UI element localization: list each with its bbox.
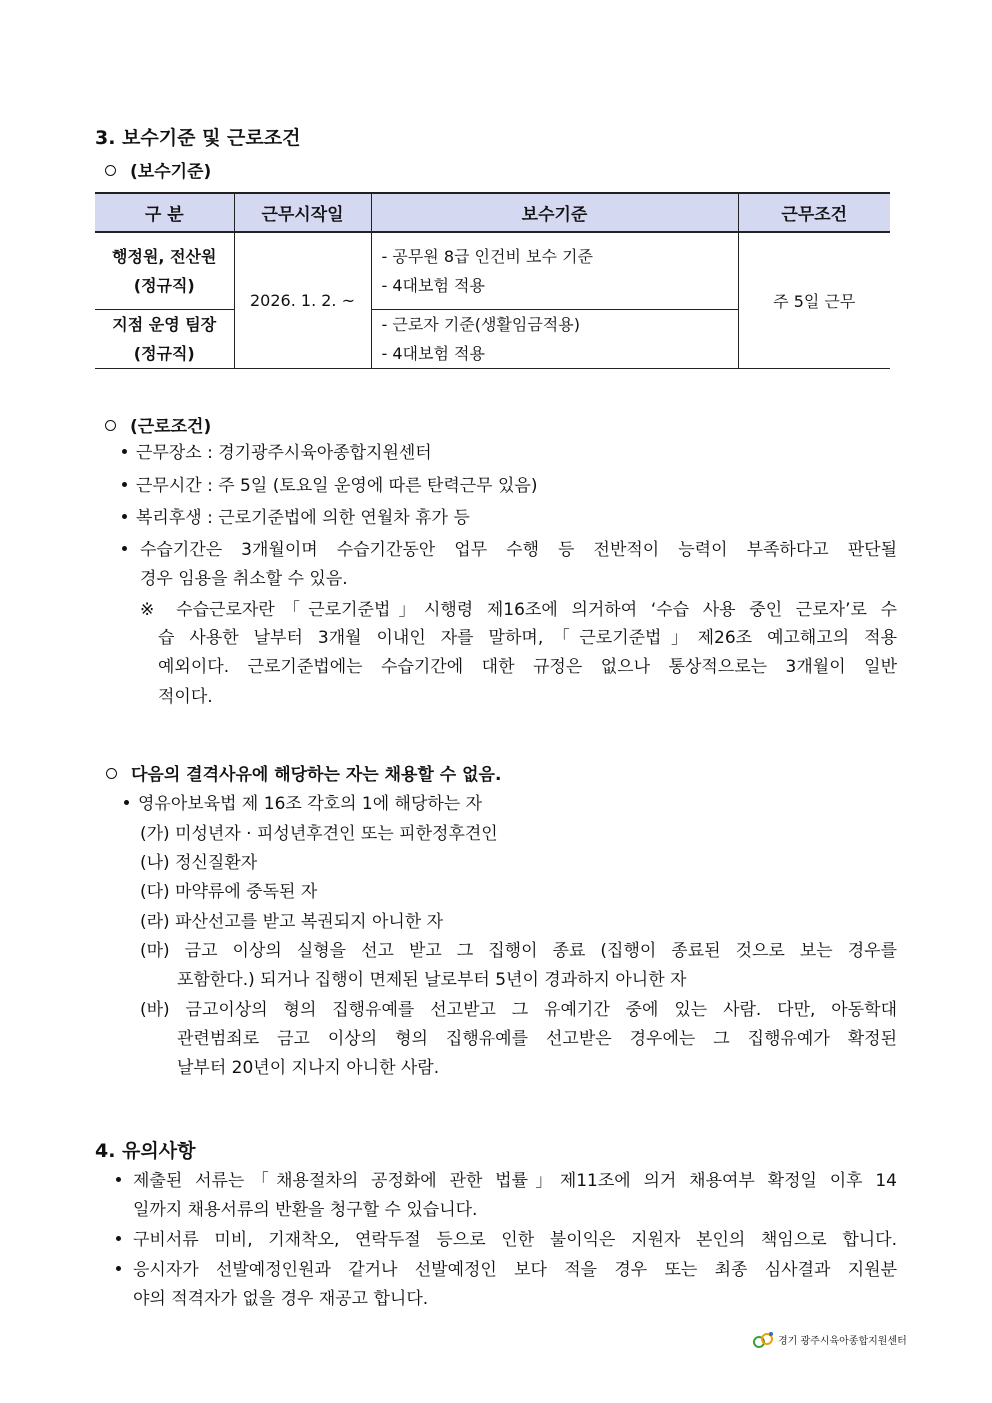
- pay-table: [95, 192, 890, 369]
- circle-bullet-icon: [105, 420, 116, 431]
- bullet-dot-icon: [122, 514, 127, 519]
- header-start-date: 근무시작일: [234, 193, 371, 232]
- notice-item: [116, 1169, 130, 1193]
- law-item: [124, 792, 482, 816]
- category-cell: [95, 310, 234, 369]
- start-date-cell: 2026. 1. 2. ~: [234, 232, 371, 369]
- org-logo-icon: [752, 1330, 776, 1350]
- table-row: [95, 232, 890, 310]
- category-line: 지점 운영 팀장: [112, 315, 217, 334]
- pay-heading: [105, 157, 211, 182]
- work-item-text: 복리후생 : 근로기준법에 의한 연월차 휴가 등: [136, 508, 470, 528]
- work-condition-cell: 주 5일 근무: [738, 232, 890, 369]
- bullet-dot-icon: [116, 1177, 121, 1182]
- circle-bullet-icon: [106, 768, 117, 779]
- disqualification-item-cont: 날부터 20년이 지나지 아니한 사람.: [177, 1058, 440, 1078]
- work-item-text: 근무시간 : 주 5일 (토요일 운영에 따른 탄력근무 있음): [136, 476, 538, 496]
- probation-line: 경우 임용을 취소할 수 있음.: [140, 569, 348, 589]
- work-item: [122, 474, 537, 498]
- bullet-dot-icon: [124, 800, 129, 805]
- notice-line: 야의 적격자가 없을 경우 재공고 합니다.: [133, 1289, 429, 1309]
- disqualification-item: (라) 파산선고를 받고 복권되지 아니한 자: [140, 912, 444, 932]
- notice-line: 구비서류 미비, 기재착오, 연락두절 등으로 인한 불이익은 지원자 본인의 책임으로 합니다.: [133, 1230, 897, 1250]
- bullet-dot-icon: [122, 449, 127, 454]
- notice-item: [116, 1228, 130, 1252]
- category-line: (정규직): [133, 344, 195, 363]
- disqualification-item: (가) 미성년자 · 피성년후견인 또는 피한정후견인: [140, 824, 498, 844]
- disqualification-item: (나) 정신질환자: [140, 853, 258, 873]
- notice-line: 제출된 서류는「채용절차의 공정화에 관한 법률」제11조에 의거 채용여부 확정일 이후 14: [133, 1171, 897, 1191]
- category-line: 행정원, 전산원: [112, 247, 217, 266]
- note-line: 습 사용한 날부터 3개월 이내인 자를 말하며,「근로기준법」제26조 예고해고의 적용: [158, 628, 897, 648]
- bullet-dot-icon: [122, 546, 127, 551]
- bullet-dot-icon: [116, 1266, 121, 1271]
- pay-line: - 공무원 8급 인건비 보수 기준: [381, 247, 593, 266]
- category-cell: [95, 232, 234, 310]
- disqualification-heading: [106, 760, 501, 785]
- bullet-dot-icon: [116, 1236, 121, 1241]
- note-line: 예외이다. 근로기준법에는 수습기간에 대한 규정은 없으나 통상적으로는 3개월이 일반: [158, 657, 897, 677]
- work-item-text: 근무장소 : 경기광주시육아종합지원센터: [136, 443, 432, 463]
- header-category: 구 분: [95, 193, 234, 232]
- disqualification-item: (바) 금고이상의 형의 집행유예를 선고받고 그 유예기간 중에 있는 사람. 다만, 아동학대: [140, 1000, 897, 1020]
- section4-title: 4. 유의사항: [95, 1140, 196, 1162]
- disqualification-item-cont: 포함한다.) 되거나 집행이 면제된 날로부터 5년이 경과하지 아니한 자: [177, 970, 687, 990]
- notice-item: [116, 1258, 130, 1282]
- note-line: ※ 수습근로자란「근로기준법」시행령 제16조에 의거하여 ‘수습 사용 중인 근로자’로 수: [140, 600, 897, 620]
- pay-line: - 근로자 기준(생활임금적용): [381, 315, 580, 334]
- disqualification-item-cont: 관련범죄로 금고 이상의 형의 집행유예를 선고받은 경우에는 그 집행유예가 확정된: [177, 1029, 897, 1049]
- work-item: [122, 441, 432, 465]
- note-line: 적이다.: [158, 687, 213, 707]
- section3-title: 3. 보수기준 및 근로조건: [95, 127, 301, 149]
- work-item: [122, 506, 470, 530]
- notice-line: 응시자가 선발예정인원과 같거나 선발예정인 보다 적을 경우 또는 최종 심사결과 지원분: [133, 1260, 897, 1280]
- category-line: (정규직): [133, 276, 195, 295]
- work-heading-text: (근로조건): [130, 417, 212, 437]
- pay-line: - 4대보험 적용: [381, 344, 485, 363]
- work-heading: [105, 412, 211, 437]
- disqualification-item: (다) 마약류에 중독된 자: [140, 882, 318, 902]
- notice-line: 일까지 채용서류의 반환을 청구할 수 있습니다.: [133, 1200, 478, 1220]
- pay-line: - 4대보험 적용: [381, 276, 485, 295]
- header-pay-standard: 보수기준: [371, 193, 738, 232]
- pay-standard-cell: [371, 310, 738, 369]
- footer-org-name: 경기 광주시육아종합지원센터: [778, 1336, 907, 1347]
- pay-standard-cell: [371, 232, 738, 310]
- circle-bullet-icon: [105, 165, 116, 176]
- pay-table-header-row: [95, 193, 890, 232]
- probation-item: [122, 538, 136, 562]
- probation-line: 수습기간은 3개월이며 수습기간동안 업무 수행 등 전반적이 능력이 부족하다고 판단될: [140, 540, 897, 560]
- disqualification-heading-text: 다음의 결격사유에 해당하는 자는 채용할 수 없음.: [131, 765, 502, 785]
- law-item-text: 영유아보육법 제 16조 각호의 1에 해당하는 자: [138, 794, 483, 814]
- header-work-condition: 근무조건: [738, 193, 890, 232]
- bullet-dot-icon: [122, 482, 127, 487]
- disqualification-item: (마) 금고 이상의 실형을 선고 받고 그 집행이 종료 (집행이 종료된 것으로 보는 경우를: [140, 941, 897, 961]
- pay-heading-text: (보수기준): [130, 162, 212, 182]
